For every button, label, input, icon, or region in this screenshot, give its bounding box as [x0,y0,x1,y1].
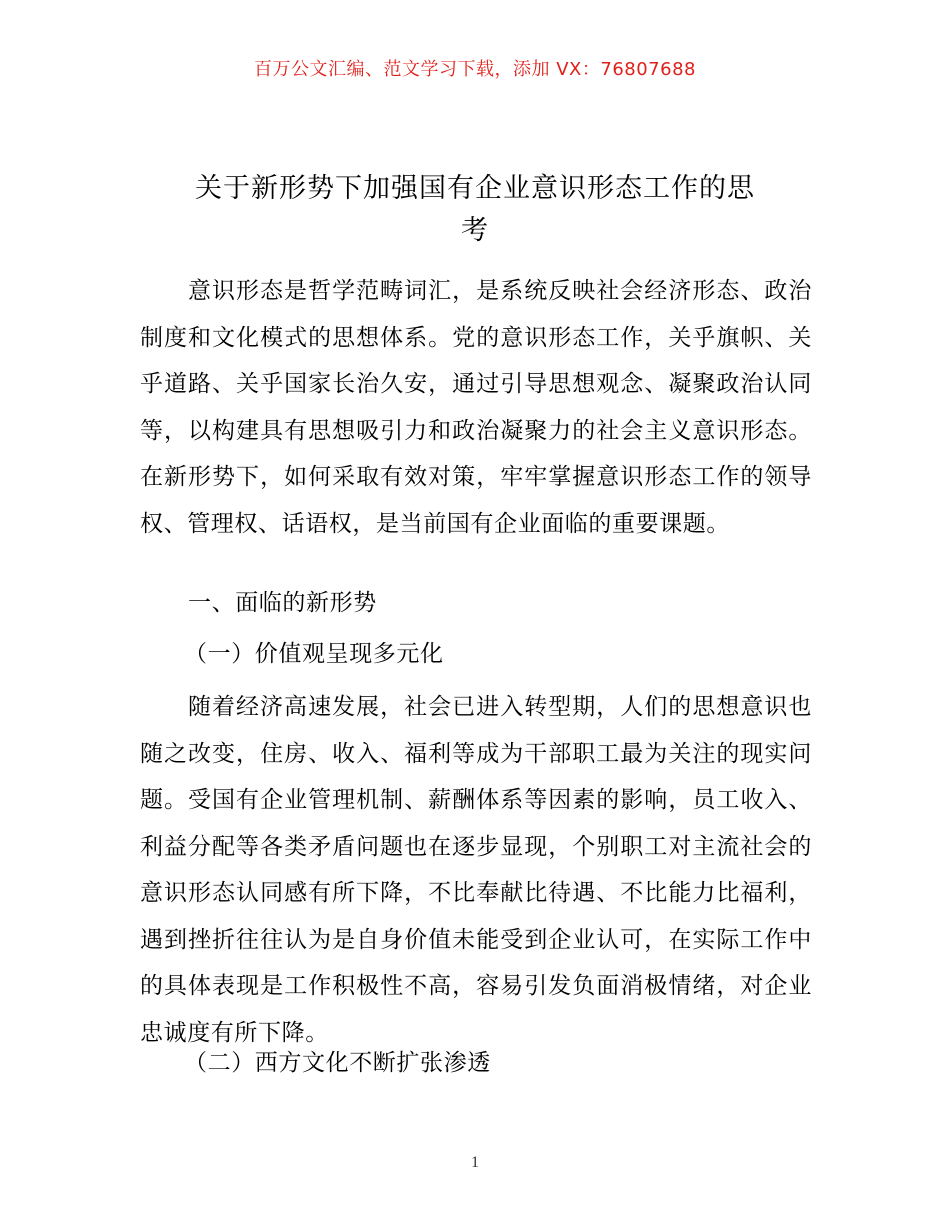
header-banner: 百万公文汇编、范文学习下载，添加 VX：76807688 [254,59,696,80]
section-1 [140,580,812,627]
page-number: 1 [471,1154,479,1171]
section-1-heading: 一、面临的新形势 [188,590,377,616]
subsection-2 [140,1040,812,1087]
subsection-1-paragraph: 随着经济高速发展，社会已进入转型期，人们的思想意识也随之改变，住房、收入、福利等成为干部职工最为关注的现实问题。受国有企业管理机制、薪酬体系等因素的影响，员工收入、利益分配等各类矛盾问题也在逐步显现，个别职工对主流社会的意识形态认同感有所下降，不比奉献比待遇、不比能力比福利，遇到挫折往往认为是自身价值未能受到企业认可，在实际工作中的具体表现是工作积极性不高，容易引发负面消极情绪，对企业忠诚度有所下降。 [140,694,812,1046]
document-title-line-2: 考 [461,215,489,246]
document-title [140,168,810,252]
document-title-line-1: 关于新形势下加强国有企业意识形态工作的思 [195,173,755,204]
subsection-1-body [140,684,812,1056]
intro-paragraph: 意识形态是哲学范畴词汇，是系统反映社会经济形态、政治制度和文化模式的思想体系。党的意识形态工作，关乎旗帜、关乎道路、关乎国家长治久安，通过引导思想观念、凝聚政治认同等，以构建具有思想吸引力和政治凝聚力的社会主义意识形态。在新形势下，如何采取有效对策，牢牢掌握意识形态工作的领导权、管理权、话语权，是当前国有企业面临的重要课题。 [140,278,812,537]
subsection-2-heading: （二）西方文化不断扩张渗透 [184,1050,491,1076]
subsection-1 [140,631,812,678]
subsection-1-heading: （一）价值观呈现多元化 [184,641,444,667]
document-body [140,268,812,547]
